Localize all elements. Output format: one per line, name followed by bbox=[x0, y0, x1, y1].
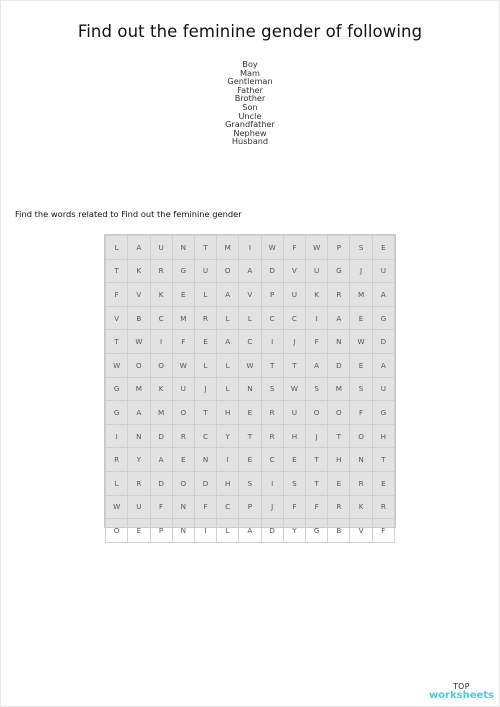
grid-cell[interactable]: W bbox=[172, 353, 194, 377]
grid-cell[interactable]: E bbox=[239, 401, 261, 425]
grid-cell[interactable]: J bbox=[306, 424, 328, 448]
grid-cell[interactable]: L bbox=[217, 353, 239, 377]
grid-cell[interactable]: H bbox=[217, 471, 239, 495]
grid-cell[interactable]: S bbox=[239, 471, 261, 495]
grid-cell[interactable]: A bbox=[128, 236, 150, 260]
grid-cell[interactable]: T bbox=[306, 448, 328, 472]
grid-cell[interactable]: T bbox=[194, 236, 216, 260]
grid-cell[interactable]: R bbox=[261, 401, 283, 425]
grid-row bbox=[106, 283, 395, 307]
grid-cell[interactable]: J bbox=[261, 495, 283, 519]
grid-row bbox=[106, 353, 395, 377]
grid-cell[interactable]: N bbox=[172, 236, 194, 260]
grid-cell[interactable]: C bbox=[194, 424, 216, 448]
grid-cell[interactable]: V bbox=[283, 259, 305, 283]
grid-cell[interactable]: J bbox=[350, 259, 372, 283]
grid-cell[interactable]: U bbox=[283, 283, 305, 307]
grid-cell[interactable]: T bbox=[372, 448, 394, 472]
grid-cell[interactable]: P bbox=[239, 495, 261, 519]
grid-cell[interactable]: N bbox=[172, 495, 194, 519]
grid-cell[interactable]: J bbox=[194, 377, 216, 401]
grid-table bbox=[105, 235, 395, 543]
grid-cell[interactable]: G bbox=[106, 377, 128, 401]
grid-cell[interactable]: A bbox=[128, 401, 150, 425]
grid-cell[interactable]: S bbox=[350, 236, 372, 260]
grid-cell[interactable]: L bbox=[217, 306, 239, 330]
grid-cell[interactable]: E bbox=[372, 471, 394, 495]
grid-cell[interactable]: T bbox=[106, 330, 128, 354]
grid-row bbox=[106, 448, 395, 472]
grid-cell[interactable]: T bbox=[261, 353, 283, 377]
grid-cell[interactable]: U bbox=[128, 495, 150, 519]
grid-cell[interactable]: S bbox=[306, 377, 328, 401]
grid-cell[interactable]: O bbox=[328, 401, 350, 425]
grid-cell[interactable]: D bbox=[150, 471, 172, 495]
grid-cell[interactable]: E bbox=[194, 330, 216, 354]
grid-cell[interactable]: N bbox=[350, 448, 372, 472]
grid-cell[interactable]: D bbox=[150, 424, 172, 448]
grid-cell[interactable]: F bbox=[283, 495, 305, 519]
grid-cell[interactable]: Y bbox=[128, 448, 150, 472]
grid-cell[interactable]: E bbox=[172, 448, 194, 472]
grid-cell[interactable]: V bbox=[128, 283, 150, 307]
grid-cell[interactable]: M bbox=[128, 377, 150, 401]
grid-cell[interactable]: F bbox=[194, 495, 216, 519]
grid-cell[interactable]: U bbox=[150, 236, 172, 260]
grid-cell[interactable]: T bbox=[328, 424, 350, 448]
grid-cell[interactable]: L bbox=[106, 236, 128, 260]
grid-cell[interactable]: U bbox=[306, 259, 328, 283]
grid-cell[interactable]: E bbox=[239, 448, 261, 472]
grid-row bbox=[106, 519, 395, 543]
grid-cell[interactable]: A bbox=[239, 259, 261, 283]
grid-cell[interactable]: D bbox=[261, 259, 283, 283]
grid-cell[interactable]: L bbox=[239, 306, 261, 330]
grid-cell[interactable]: C bbox=[261, 448, 283, 472]
grid-cell[interactable]: F bbox=[350, 401, 372, 425]
grid-cell[interactable]: W bbox=[106, 353, 128, 377]
grid-cell[interactable]: P bbox=[150, 519, 172, 543]
word-item: Husband bbox=[231, 136, 269, 147]
grid-cell[interactable]: P bbox=[328, 236, 350, 260]
grid-cell[interactable]: A bbox=[217, 330, 239, 354]
grid-cell[interactable]: A bbox=[372, 283, 394, 307]
word-item: Mam bbox=[239, 67, 261, 78]
grid-cell[interactable]: W bbox=[128, 330, 150, 354]
grid-cell[interactable]: O bbox=[350, 424, 372, 448]
word-item: Son bbox=[242, 101, 258, 112]
grid-cell[interactable]: M bbox=[350, 283, 372, 307]
grid-cell[interactable]: G bbox=[328, 259, 350, 283]
grid-cell[interactable]: O bbox=[217, 259, 239, 283]
grid-cell[interactable]: U bbox=[372, 259, 394, 283]
grid-cell[interactable]: F bbox=[283, 236, 305, 260]
page-title: Find out the feminine gender of following bbox=[77, 22, 423, 41]
grid-cell[interactable]: G bbox=[372, 401, 394, 425]
grid-cell[interactable]: A bbox=[372, 353, 394, 377]
grid-cell[interactable]: D bbox=[261, 519, 283, 543]
grid-cell[interactable]: Y bbox=[217, 424, 239, 448]
grid-cell[interactable]: T bbox=[306, 471, 328, 495]
grid-cell[interactable]: N bbox=[328, 330, 350, 354]
grid-cell[interactable]: H bbox=[372, 424, 394, 448]
word-item: Brother bbox=[234, 93, 266, 104]
grid-cell[interactable]: E bbox=[172, 283, 194, 307]
grid-cell[interactable]: V bbox=[106, 306, 128, 330]
grid-cell[interactable]: O bbox=[128, 353, 150, 377]
word-item: Uncle bbox=[238, 110, 262, 121]
grid-cell[interactable]: I bbox=[306, 306, 328, 330]
grid-cell[interactable]: I bbox=[261, 471, 283, 495]
grid-cell[interactable]: P bbox=[261, 283, 283, 307]
grid-cell[interactable]: I bbox=[217, 448, 239, 472]
word-item: Father bbox=[237, 84, 263, 95]
grid-cell[interactable]: U bbox=[194, 259, 216, 283]
grid-cell[interactable]: W bbox=[239, 353, 261, 377]
grid-row bbox=[106, 236, 395, 260]
grid-cell[interactable]: M bbox=[217, 236, 239, 260]
grid-cell[interactable]: R bbox=[372, 495, 394, 519]
grid-cell[interactable]: I bbox=[239, 236, 261, 260]
grid-cell[interactable]: W bbox=[283, 377, 305, 401]
grid-cell[interactable]: N bbox=[128, 424, 150, 448]
grid-cell[interactable]: I bbox=[261, 330, 283, 354]
grid-cell[interactable]: I bbox=[194, 519, 216, 543]
grid-cell[interactable]: J bbox=[283, 330, 305, 354]
grid-cell[interactable]: T bbox=[194, 401, 216, 425]
grid-cell[interactable]: R bbox=[328, 283, 350, 307]
grid-cell[interactable]: T bbox=[106, 259, 128, 283]
grid-cell[interactable]: D bbox=[194, 471, 216, 495]
grid-cell[interactable]: H bbox=[328, 448, 350, 472]
grid-cell[interactable]: G bbox=[372, 306, 394, 330]
grid-cell[interactable]: R bbox=[128, 471, 150, 495]
grid-cell[interactable]: T bbox=[283, 353, 305, 377]
grid-cell[interactable]: U bbox=[172, 377, 194, 401]
grid-cell[interactable]: W bbox=[261, 236, 283, 260]
word-list bbox=[0, 60, 500, 146]
grid-row bbox=[106, 401, 395, 425]
grid-cell[interactable]: B bbox=[328, 519, 350, 543]
brand-logo bbox=[429, 682, 494, 701]
grid-cell[interactable]: M bbox=[150, 401, 172, 425]
grid-cell[interactable]: O bbox=[106, 519, 128, 543]
grid-cell[interactable]: O bbox=[172, 471, 194, 495]
grid-cell[interactable]: D bbox=[372, 330, 394, 354]
grid-cell[interactable]: L bbox=[217, 377, 239, 401]
grid-cell[interactable]: D bbox=[328, 353, 350, 377]
grid-cell[interactable]: R bbox=[172, 424, 194, 448]
grid-cell[interactable]: C bbox=[261, 306, 283, 330]
grid-cell[interactable]: W bbox=[106, 495, 128, 519]
grid-cell[interactable]: V bbox=[239, 283, 261, 307]
grid-cell[interactable]: R bbox=[261, 424, 283, 448]
grid-cell[interactable]: A bbox=[217, 283, 239, 307]
grid-cell[interactable]: G bbox=[172, 259, 194, 283]
word-search-grid bbox=[104, 234, 396, 535]
grid-cell[interactable]: A bbox=[306, 353, 328, 377]
grid-cell[interactable]: O bbox=[150, 353, 172, 377]
grid-cell[interactable]: T bbox=[239, 424, 261, 448]
grid-cell[interactable]: B bbox=[128, 306, 150, 330]
grid-cell[interactable]: F bbox=[150, 495, 172, 519]
grid-cell[interactable]: C bbox=[283, 306, 305, 330]
grid-row bbox=[106, 306, 395, 330]
grid-cell[interactable]: A bbox=[150, 448, 172, 472]
grid-cell[interactable]: R bbox=[350, 471, 372, 495]
grid-cell[interactable]: A bbox=[328, 306, 350, 330]
word-item: Grandfather bbox=[225, 119, 275, 130]
grid-cell[interactable]: C bbox=[150, 306, 172, 330]
word-item: Gentleman bbox=[227, 76, 273, 87]
grid-cell[interactable]: F bbox=[306, 495, 328, 519]
grid-cell[interactable]: S bbox=[350, 377, 372, 401]
grid-cell[interactable]: E bbox=[328, 471, 350, 495]
grid-cell[interactable]: N bbox=[239, 377, 261, 401]
grid-cell[interactable]: F bbox=[106, 283, 128, 307]
grid-cell[interactable]: U bbox=[283, 401, 305, 425]
grid-cell[interactable]: N bbox=[172, 519, 194, 543]
grid-cell[interactable]: I bbox=[150, 330, 172, 354]
grid-cell[interactable]: E bbox=[372, 236, 394, 260]
grid-row bbox=[106, 377, 395, 401]
grid-cell[interactable]: K bbox=[128, 259, 150, 283]
grid-cell[interactable]: E bbox=[283, 448, 305, 472]
grid-cell[interactable]: M bbox=[328, 377, 350, 401]
grid-cell[interactable]: A bbox=[239, 519, 261, 543]
grid-cell[interactable]: S bbox=[283, 471, 305, 495]
grid-cell[interactable]: W bbox=[306, 236, 328, 260]
grid-cell[interactable]: K bbox=[150, 283, 172, 307]
grid-cell[interactable]: M bbox=[172, 306, 194, 330]
grid-cell[interactable]: E bbox=[350, 353, 372, 377]
word-item: Boy bbox=[242, 59, 258, 69]
grid-cell[interactable]: K bbox=[350, 495, 372, 519]
grid-cell[interactable]: E bbox=[350, 306, 372, 330]
grid-cell[interactable]: G bbox=[106, 401, 128, 425]
grid-cell[interactable]: R bbox=[106, 448, 128, 472]
grid-cell[interactable]: S bbox=[261, 377, 283, 401]
grid-cell[interactable]: F bbox=[306, 330, 328, 354]
word-item: Nephew bbox=[233, 127, 267, 138]
instruction-text: Find the words related to Find out the feminine gender bbox=[15, 209, 242, 219]
grid-cell[interactable]: O bbox=[172, 401, 194, 425]
grid-cell[interactable]: L bbox=[106, 471, 128, 495]
grid-cell[interactable]: R bbox=[150, 259, 172, 283]
grid-cell[interactable]: I bbox=[106, 424, 128, 448]
grid-cell[interactable]: C bbox=[239, 330, 261, 354]
grid-cell[interactable]: H bbox=[283, 424, 305, 448]
grid-row bbox=[106, 424, 395, 448]
grid-row bbox=[106, 471, 395, 495]
grid-cell[interactable]: O bbox=[306, 401, 328, 425]
grid-cell[interactable]: L bbox=[217, 519, 239, 543]
grid-cell[interactable]: G bbox=[306, 519, 328, 543]
grid-cell[interactable]: U bbox=[372, 377, 394, 401]
grid-row bbox=[106, 330, 395, 354]
grid-row bbox=[106, 495, 395, 519]
grid-cell[interactable]: R bbox=[328, 495, 350, 519]
grid-cell[interactable]: N bbox=[194, 448, 216, 472]
grid-cell[interactable]: F bbox=[172, 330, 194, 354]
grid-row bbox=[106, 259, 395, 283]
grid-cell[interactable]: K bbox=[306, 283, 328, 307]
grid-cell[interactable]: W bbox=[350, 330, 372, 354]
grid-cell[interactable]: L bbox=[194, 283, 216, 307]
grid-cell[interactable]: Y bbox=[283, 519, 305, 543]
logo-top-text: TOP bbox=[453, 682, 470, 691]
grid-cell[interactable]: F bbox=[372, 519, 394, 543]
grid-cell[interactable]: V bbox=[350, 519, 372, 543]
grid-cell[interactable]: H bbox=[217, 401, 239, 425]
grid-cell[interactable]: L bbox=[194, 353, 216, 377]
grid-cell[interactable]: C bbox=[217, 495, 239, 519]
grid-cell[interactable]: R bbox=[194, 306, 216, 330]
logo-bottom-text: worksheets bbox=[428, 690, 494, 701]
grid-cell[interactable]: K bbox=[150, 377, 172, 401]
grid-cell[interactable]: E bbox=[128, 519, 150, 543]
